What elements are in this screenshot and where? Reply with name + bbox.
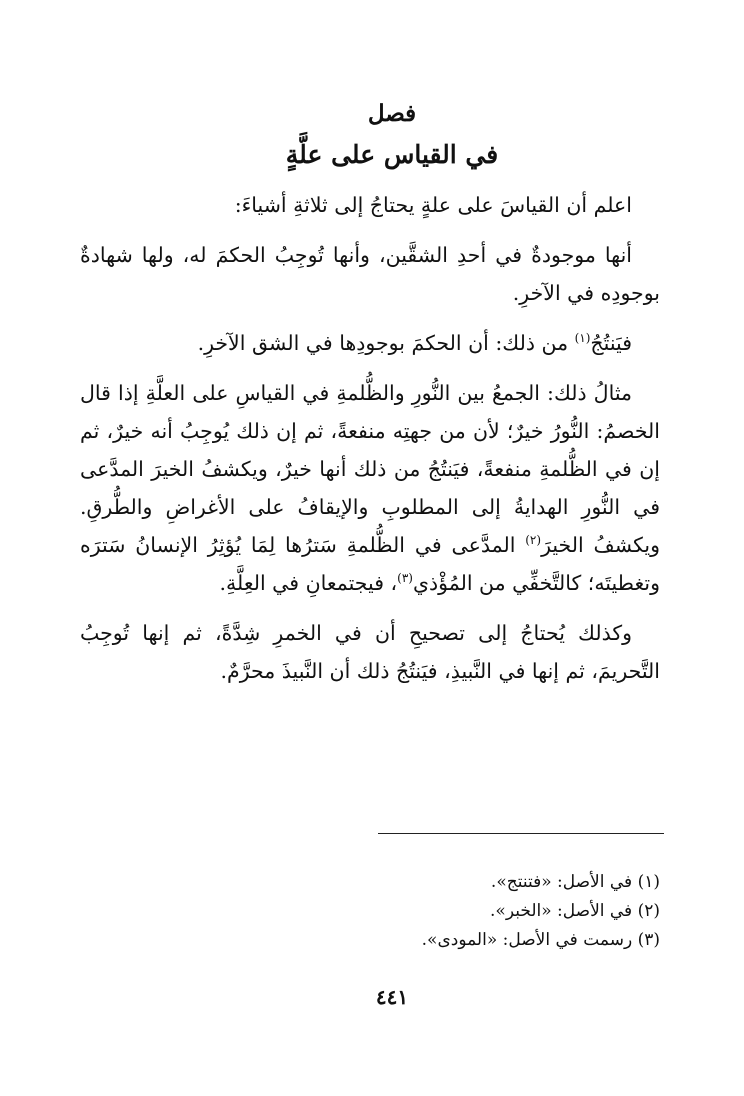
paragraph-conclusion-rest: من ذلك: أن الحكمَ بوجودِها في الشق الآخرِ.	[197, 331, 575, 355]
footnotes	[80, 868, 660, 955]
paragraph-intro: اعلم أن القياسَ على علةٍ يحتاجُ إلى ثلاثةِ أشياءَ:	[234, 193, 632, 217]
paragraph-example	[80, 374, 660, 602]
footnote-divider	[378, 833, 664, 834]
footnote-1: (١) في الأصل: «فتنتج».	[490, 872, 660, 892]
footnote-ref-1: (١)	[574, 331, 591, 346]
body-text	[80, 186, 660, 702]
footnote-ref-2: (٢)	[525, 533, 542, 548]
paragraph-example-end: ، فيجتمعانِ في العِلَّةِ.	[219, 571, 398, 595]
section-title: فصل	[367, 100, 417, 127]
paragraph-conclusion-start: فيَنتُجُ	[590, 331, 632, 355]
footnote-3: (٣) رسمت في الأصل: «المودى».	[421, 930, 660, 950]
section-subtitle: في القياس على علَّةٍ	[285, 140, 499, 169]
footnote-2: (٢) في الأصل: «الخبر».	[490, 901, 660, 921]
paragraph-wine: وكذلك يُحتاجُ إلى تصحيحِ أن في الخمرِ شِدَّةً، ثم إنها تُوجِبُ التَّحريمَ، ثم إنها في النَّبيذِ، فيَنتُجُ ذلك أن النَّبيذَ محرَّمٌ.	[80, 621, 660, 683]
paragraph-example-middle: المدَّعى في الظُّلمةِ سَترُها لِمَا يُؤثِرُ الإنسانُ سَترَه وتغطيتَه؛ كالتَّخفِّي من المُؤْذي	[80, 533, 660, 595]
paragraph-conclusion	[80, 324, 660, 362]
page-number: ٤٤١	[375, 985, 409, 1009]
footnote-ref-3: (٣)	[397, 571, 413, 586]
paragraph-example-start: مثالُ ذلك: الجمعُ بين النُّورِ والظُّلمةِ في القياسِ على العلَّةِ إذا قال الخصمُ: النُّورُ خيرٌ؛ لأن من جهتِه منفعةً، ثم إن ذلك يُوجِبُ أنه خيرٌ، ثم إن في الظُّلمةِ منفعةً، فيَنتُجُ من ذلك أنها خيرٌ، ويكشفُ الخيرَ المدَّعى في النُّورِ الهدايةُ إلى المطلوبِ والإيقافُ على الأغراضِ والطُّرقِ. ويكشفُ الخيرَ	[80, 381, 660, 557]
paragraph-conditions: أنها موجودةٌ في أحدِ الشقَّين، وأنها تُوجِبُ الحكمَ له، ولها شهادةٌ بوجودِه في الآخرِ.	[80, 243, 660, 305]
